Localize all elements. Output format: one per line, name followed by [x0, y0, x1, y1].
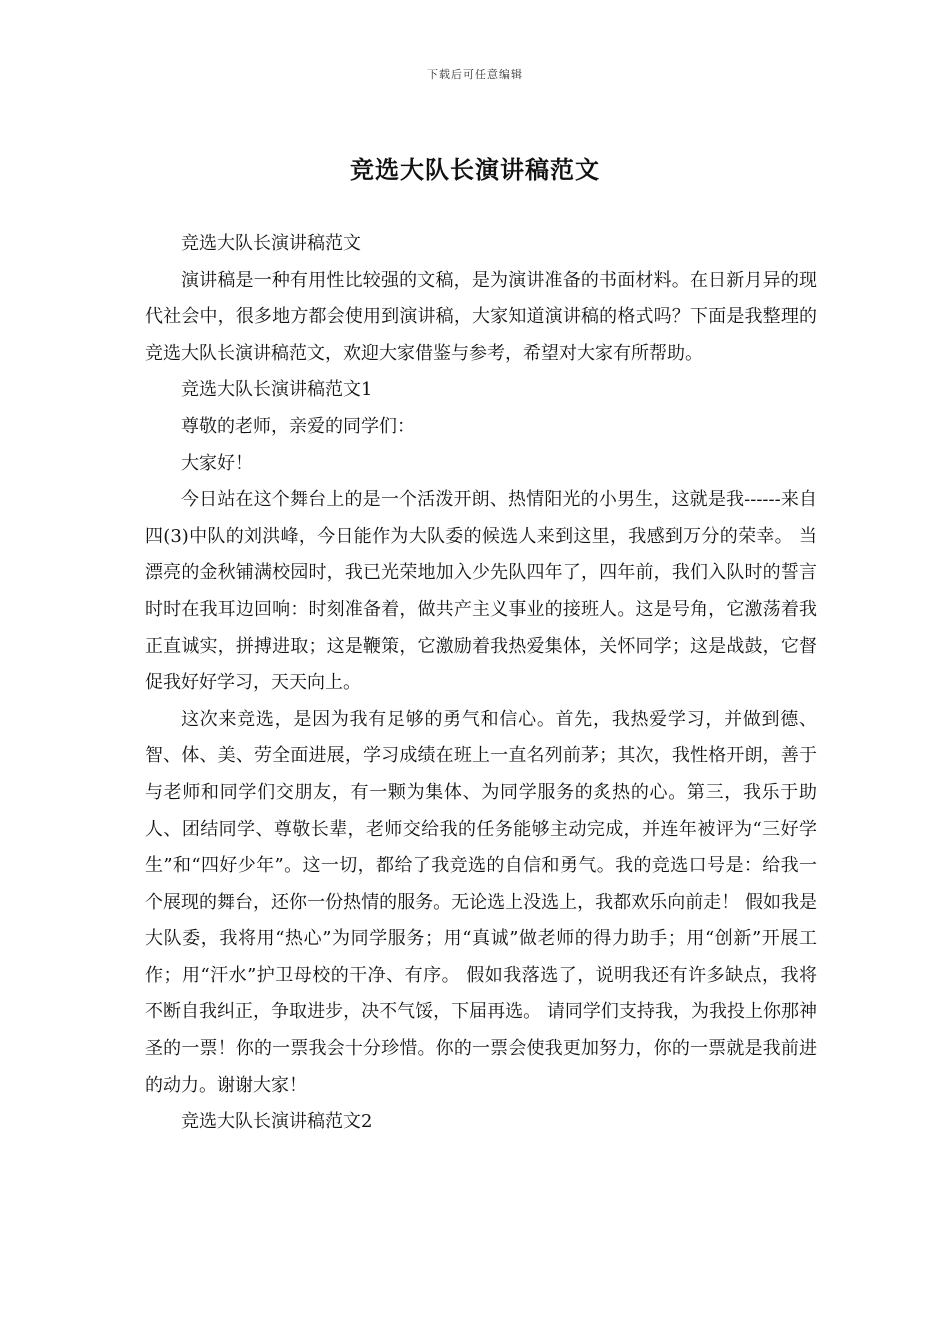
paragraph-intro: 演讲稿是一种有用性比较强的文稿，是为演讲准备的书面材料。在日新月异的现代社会中，很多地方都会使用到演讲稿，大家知道演讲稿的格式吗？下面是我整理的竞选大队长演讲稿范文，欢迎大家借鉴与参考，希望对大家有所帮助。	[145, 269, 817, 364]
paragraph-section-heading-1: 竞选大队长演讲稿范文1	[181, 379, 373, 401]
paragraph-salutation: 尊敬的老师，亲爱的同学们：	[181, 415, 415, 437]
paragraph-subtitle: 竞选大队长演讲稿范文	[181, 233, 361, 254]
document-title: 竞选大队长演讲稿范文	[350, 155, 600, 184]
header-note: 下载后可任意编辑	[427, 68, 523, 81]
document-body	[145, 226, 817, 1141]
paragraph-body-1: 今日站在这个舞台上的是一个活泼开朗、热情阳光的小男生，这就是我------来自四(3)中队的刘洪峰，今日能作为大队委的候选人来到这里，我感到万分的荣幸。 当漂亮的金秋铺满校园时，我已光荣地加入少先队四年了，四年前，我们入队时的誓言时时在我耳边回响：时刻准备着，做共产主义事业的接班人。这是号角，它激荡着我正直诚实，拼搏进取；这是鞭策，它激励着我热爱集体，关怀同学；这是战鼓，它督促我好好学习，天天向上。	[145, 489, 817, 694]
paragraph-body-2: 这次来竞选，是因为我有足够的勇气和信心。首先，我热爱学习，并做到德、智、体、美、劳全面进展，学习成绩在班上一直名列前茅；其次，我性格开朗，善于与老师和同学们交朋友，有一颗为集体、为同学服务的炙热的心。第三，我乐于助人、团结同学、尊敬长辈，老师交给我的任务能够主动完成，并连年被评为“三好学生”和“四好少年”。这一切，都给了我竞选的自信和勇气。我的竞选口号是：给我一个展现的舞台，还你一份热情的服务。无论选上没选上，我都欢乐向前走！ 假如我是大队委，我将用“热心”为同学服务；用“真诚”做老师的得力助手；用“创新”开展工作；用“汗水”护卫母校的干净、有序。 假如我落选了，说明我还有许多缺点，我将不断自我纠正，争取进步，决不气馁，下届再选。 请同学们支持我，为我投上你那神圣的一票！你的一票我会十分珍惜。你的一票会使我更加努力，你的一票就是我前进的动力。谢谢大家！	[145, 708, 817, 1096]
paragraph-section-heading-2: 竞选大队长演讲稿范文2	[181, 1111, 373, 1133]
paragraph-greeting: 大家好！	[181, 452, 253, 474]
